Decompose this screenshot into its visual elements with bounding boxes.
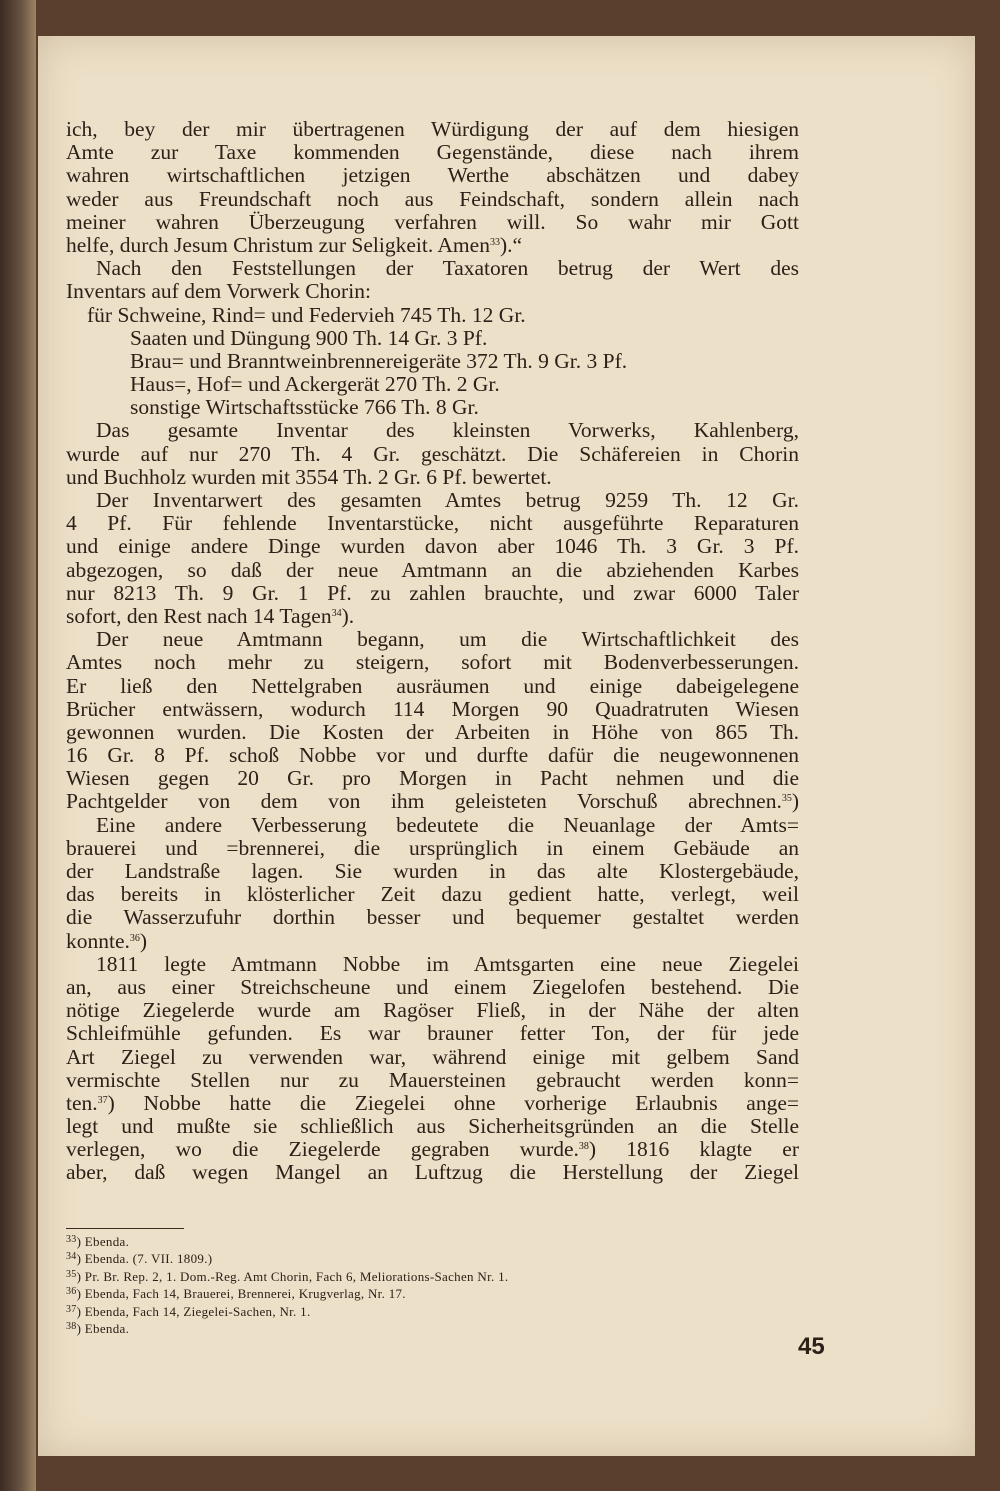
- text-line: vermischte Stellen nur zu Mauersteinen gebraucht werden konn=: [66, 1067, 799, 1092]
- text-line: Eine andere Verbesserung bedeutete die Neuanlage der Amts=: [96, 812, 799, 837]
- text-line: nötige Ziegelerde wurde am Ragöser Fließ, in der Nähe der alten: [66, 998, 799, 1023]
- text-line: 16 Gr. 8 Pf. schoß Nobbe vor und durfte dafür die neugewonnenen: [66, 743, 799, 768]
- text-line: ich, bey der mir übertragenen Würdigung der auf dem hiesigen: [66, 117, 799, 141]
- text-line: 1811 legte Amtmann Nobbe im Amtsgarten eine neue Ziegelei: [96, 951, 799, 976]
- footnote: $^{36}$) Ebenda, Fach 14, Brauerei, Brennerei, Krugverlag, Nr. 17.: [66, 1286, 406, 1302]
- text-line: meiner wahren Überzeugung verfahren will. So wahr mir Gott: [66, 209, 799, 234]
- text-line: Pachtgelder von dem von ihm geleisteten Vorschuß abrechnen.$^{35}$): [66, 789, 799, 814]
- footnote-ref: 34: [331, 607, 342, 619]
- text-line: Art Ziegel zu verwenden war, während einige mit gelbem Sand: [66, 1044, 799, 1069]
- footnote-ref: 35: [781, 793, 792, 805]
- text-line: nur 8213 Th. 9 Gr. 1 Pf. zu zahlen brauchte, und zwar 6000 Taler: [66, 580, 799, 605]
- footnote-ref: 36: [129, 932, 140, 944]
- footnote: $^{38}$) Ebenda.: [66, 1321, 130, 1337]
- footnote-ref: 33: [489, 236, 500, 248]
- text-line: Brücher entwässern, wodurch 114 Morgen 90 Quadratruten Wiesen: [66, 696, 799, 721]
- footnote-rule: [66, 1228, 184, 1229]
- text-line: gewonnen wurden. Die Kosten der Arbeiten in Höhe von 865 Th.: [66, 719, 799, 744]
- text-line: ten.$^{37}$) Nobbe hatte die Ziegelei ohne vorherige Erlaubnis ange=: [66, 1090, 799, 1115]
- footnote-ref: 37: [97, 1094, 108, 1106]
- text-line: Wiesen gegen 20 Gr. pro Morgen in Pacht nehmen und die: [66, 766, 799, 791]
- text-line: Saaten und Düngung 900 Th. 14 Gr. 3 Pf.: [130, 325, 488, 350]
- text-line: legt und mußte sie schließlich aus Sicherheitsgründen an die Stelle: [66, 1114, 799, 1139]
- text-line: helfe, durch Jesum Christum zur Seligkeit. Amen$^{33}$).“: [66, 232, 523, 257]
- text-line: 4 Pf. Für fehlende Inventarstücke, nicht ausgeführte Reparaturen: [66, 511, 799, 536]
- text-line: Er ließ den Nettelgraben ausräumen und einige dabeigelegene: [66, 673, 799, 698]
- text-line: brauerei und =brennerei, die ursprünglich in einem Gebäude an: [66, 835, 799, 860]
- book-spine: [0, 0, 36, 1491]
- text-line: Nach den Feststellungen der Taxatoren betrug der Wert des: [96, 256, 799, 281]
- body-text: [66, 118, 799, 1185]
- text-line: und Buchholz wurden mit 3554 Th. 2 Gr. 6 Pf. bewertet.: [66, 464, 552, 489]
- text-line: Der Inventarwert des gesamten Amtes betrug 9259 Th. 12 Gr.: [96, 488, 799, 512]
- footnote: $^{34}$) Ebenda. (7. VII. 1809.): [66, 1251, 213, 1267]
- text-line: Amtes noch mehr zu steigern, sofort mit Bodenverbesserungen.: [66, 650, 799, 675]
- footnotes: [66, 1232, 799, 1336]
- text-line: Brau= und Branntweinbrennereigeräte 372 Th. 9 Gr. 3 Pf.: [130, 348, 628, 373]
- footnote: $^{33}$) Ebenda.: [66, 1234, 130, 1249]
- text-line: Amte zur Taxe kommenden Gegenstände, diese nach ihrem: [66, 140, 799, 165]
- footnote: $^{37}$) Ebenda, Fach 14, Ziegelei-Sachen, Nr. 1.: [66, 1303, 311, 1319]
- footnote: $^{35}$) Pr. Br. Rep. 2, 1. Dom.-Reg. Amt Chorin, Fach 6, Meliorations-Sachen Nr. 1.: [66, 1268, 509, 1284]
- text-line: sofort, den Rest nach 14 Tagen$^{34}$).: [66, 603, 355, 628]
- footnote-ref: 38: [578, 1141, 589, 1153]
- text-line: sonstige Wirtschaftsstücke 766 Th. 8 Gr.: [130, 395, 479, 420]
- text-line: der Landstraße lagen. Sie wurden in das alte Klostergebäude,: [66, 859, 799, 883]
- text-line: und einige andere Dinge wurden davon aber 1046 Th. 3 Gr. 3 Pf.: [66, 534, 799, 559]
- text-line: Inventars auf dem Vorwerk Chorin:: [66, 279, 371, 304]
- text-line: das bereits in klösterlicher Zeit dazu gedient hatte, verlegt, weil: [66, 882, 799, 907]
- text-line: abgezogen, so daß der neue Amtmann an die abziehenden Karbes: [66, 557, 799, 582]
- text-line: wahren wirtschaftlichen jetzigen Werthe abschätzen und dabey: [66, 163, 799, 188]
- text-line: für Schweine, Rind= und Federvieh 745 Th. 12 Gr.: [87, 302, 526, 327]
- text-line: wurde auf nur 270 Th. 4 Gr. geschätzt. Die Schäfereien in Chorin: [66, 441, 799, 466]
- text-line: konnte.$^{36}$): [66, 928, 148, 953]
- text-line: die Wasserzufuhr dorthin besser und bequemer gestaltet werden: [66, 905, 799, 930]
- text-line: an, aus einer Streichscheune und einem Ziegelofen bestehend. Die: [66, 974, 799, 999]
- text-line: Der neue Amtmann begann, um die Wirtschaftlichkeit des: [96, 627, 799, 652]
- text-line: verlegen, wo die Ziegelerde gegraben wurde.$^{38}$) 1816 klagte er: [66, 1137, 799, 1162]
- text-line: aber, daß wegen Mangel an Luftzug die Herstellung der Ziegel: [66, 1160, 799, 1185]
- text-line: Haus=, Hof= und Ackergerät 270 Th. 2 Gr.: [130, 372, 500, 397]
- text-line: Schleifmühle gefunden. Es war brauner fetter Ton, der für jede: [66, 1021, 799, 1046]
- text-line: Das gesamte Inventar des kleinsten Vorwerks, Kahlenberg,: [96, 418, 799, 443]
- text-line: weder aus Freundschaft noch aus Feindschaft, sondern allein nach: [66, 186, 799, 211]
- page-number: 45: [798, 1333, 825, 1360]
